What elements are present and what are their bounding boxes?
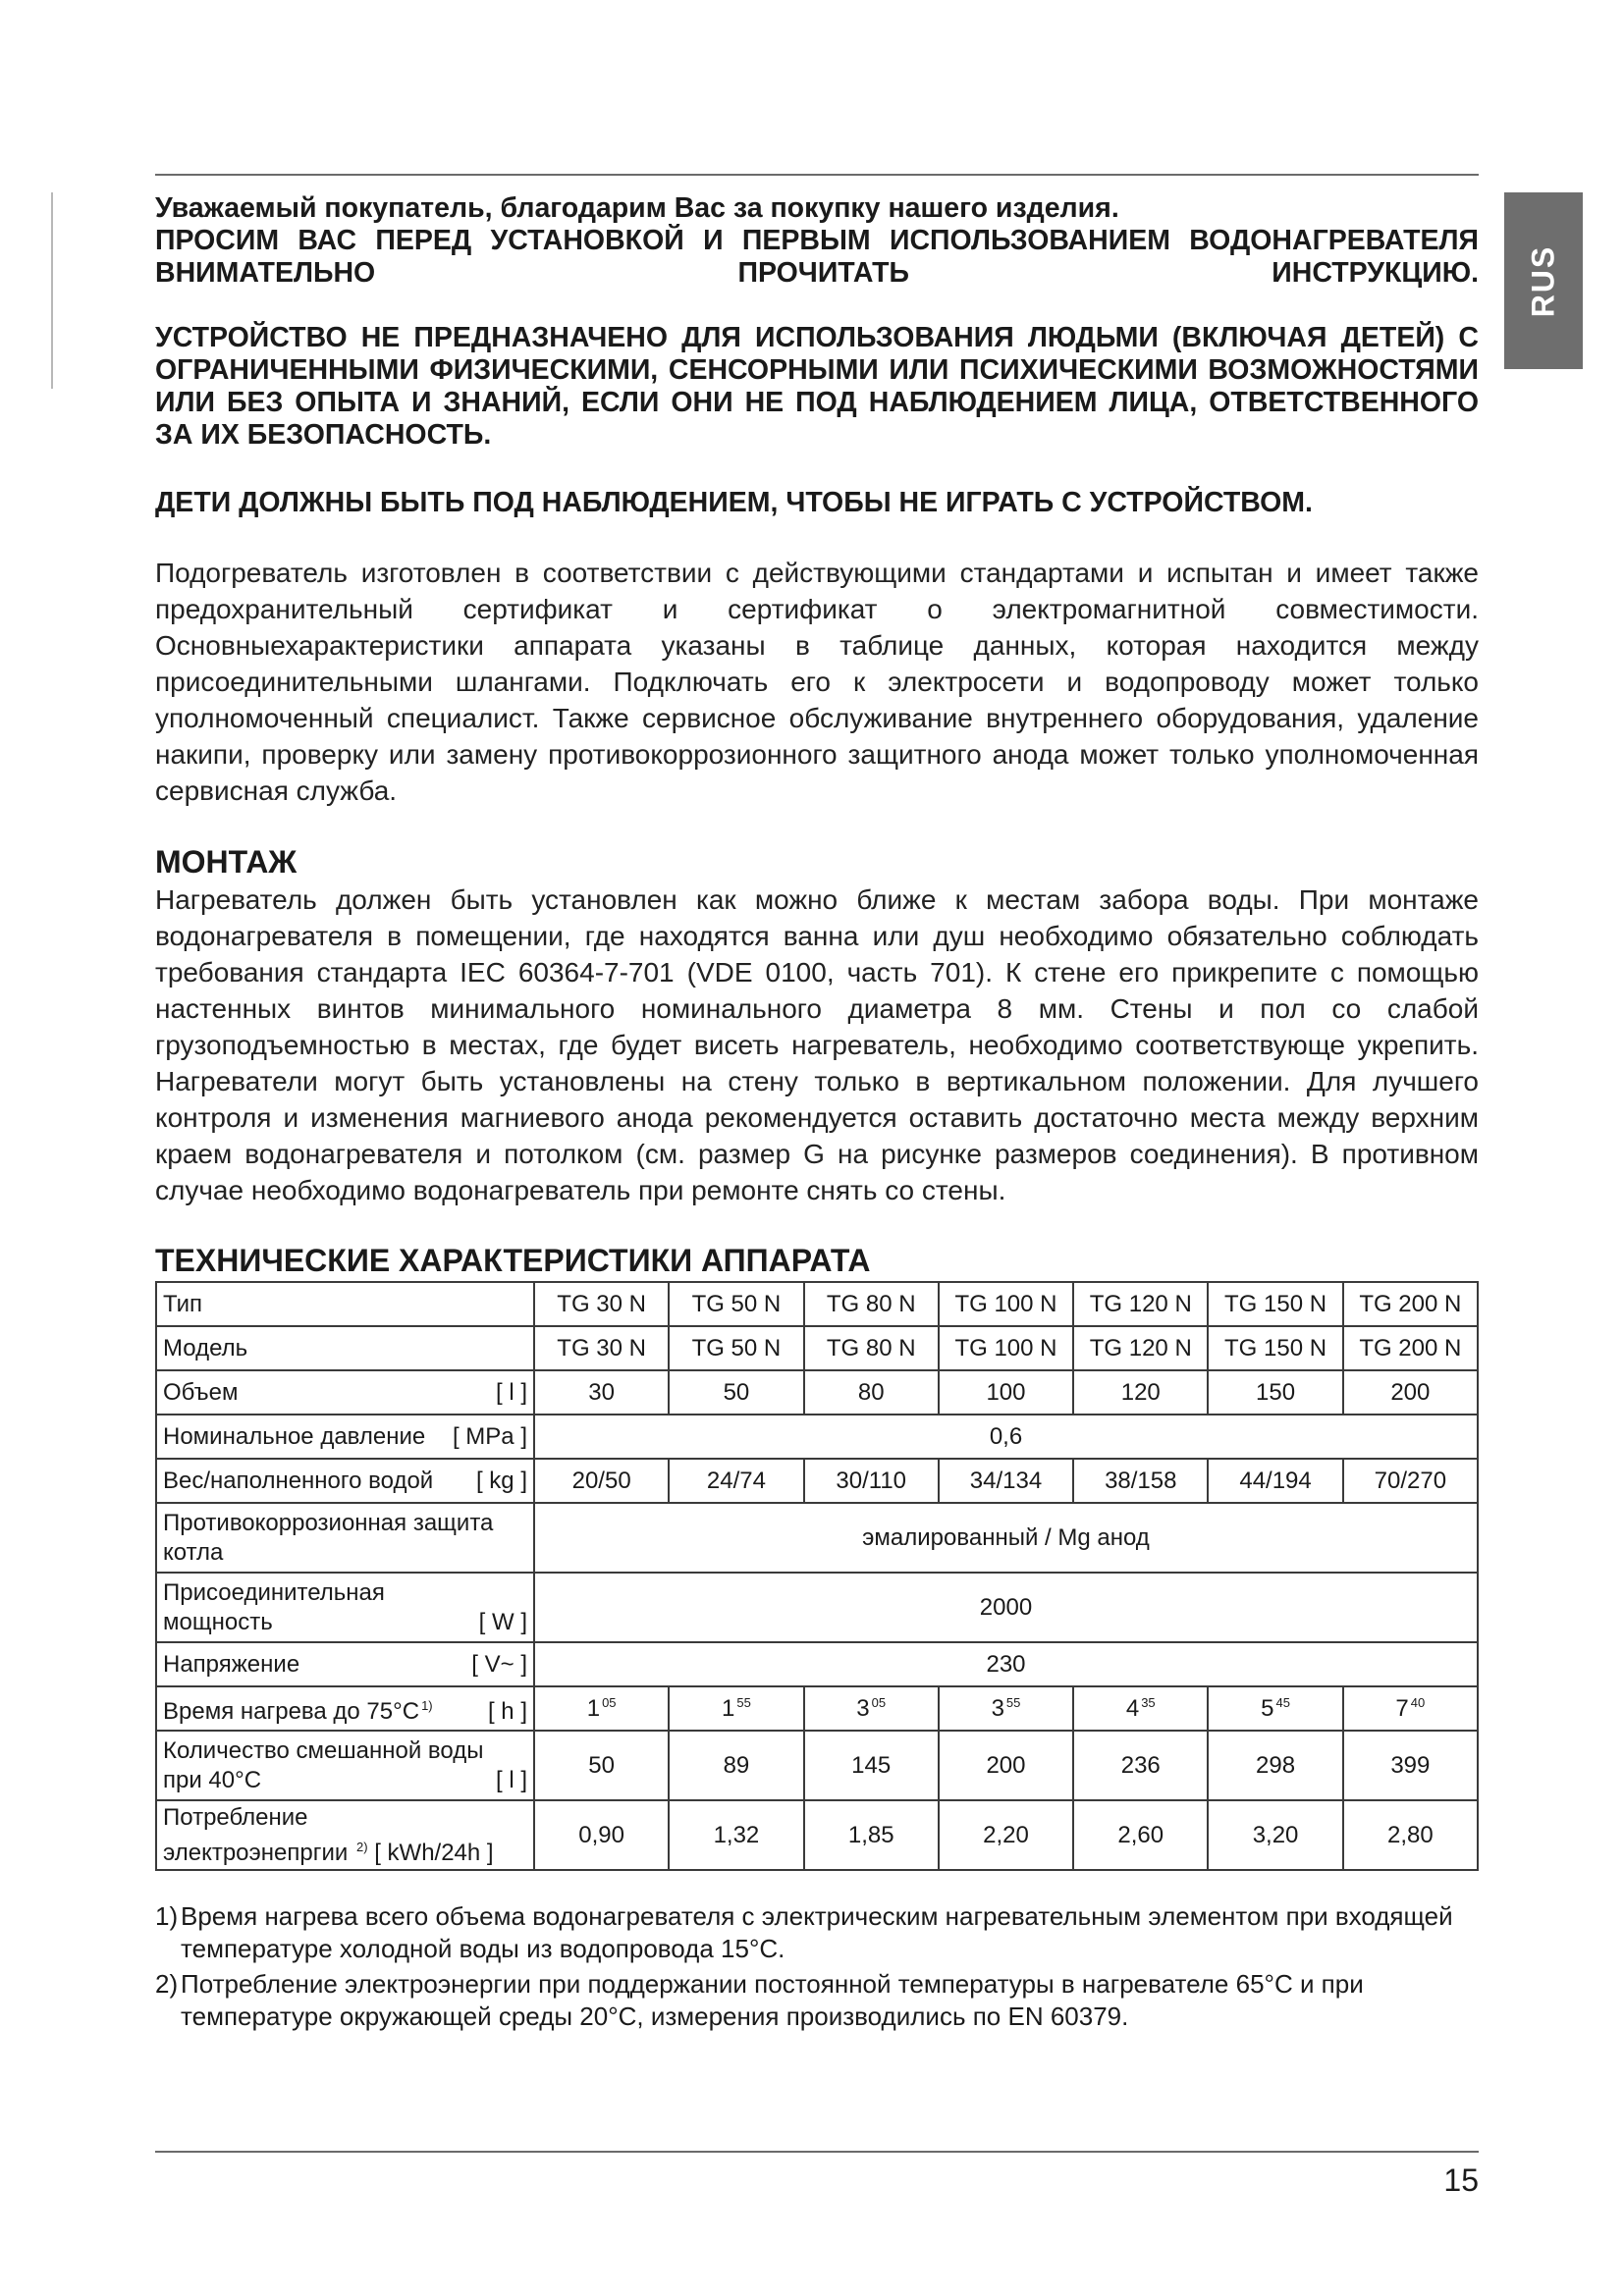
table-cell: 44/194 (1208, 1459, 1342, 1503)
table-row-consumption (156, 1800, 1478, 1870)
row-label-line2: мощность (163, 1608, 273, 1635)
row-unit: [ h ] (487, 1697, 527, 1725)
footnotes (155, 1900, 1479, 2033)
table-cell: 1,32 (669, 1800, 803, 1870)
row-unit: [ kWh/24h ] (374, 1839, 494, 1866)
table-cell (1208, 1686, 1342, 1731)
hours-value: 3 (856, 1694, 870, 1722)
hours-value: 3 (991, 1694, 1004, 1722)
row-unit: [ MPa ] (452, 1422, 527, 1450)
minutes-value: 35 (1141, 1694, 1156, 1710)
table-cell: 50 (669, 1370, 803, 1415)
montage-paragraph: Нагреватель должен быть установлен как можно ближе к местам забора воды. При монтаже водонагревателя в помещении, где находятся ванна или душ необходимо обязательно соблюдать требования стандарта IEC 60364-7-701 (VDE 0100, часть 701). К стене его прикрепите с помощью настенных винтов минимального номинального диаметра 8 мм. Стены и пол со слабой грузоподъемностью в местах, где будет висеть нагреватель, необходимо соответствующе укрепить. Нагреватели могут быть установлены на стену только в вертикальном положении. Для лучшего контроля и изменения магниевого анода рекомендуется оставить достаточно места между верхним краем водонагревателя и потолком (см. размер G на рисунке размеров соединения). В противном случае необходимо водонагреватель при ремонте снять со стены. (155, 884, 1479, 1205)
minutes-value: 55 (1005, 1694, 1021, 1710)
table-cell: 298 (1208, 1731, 1342, 1800)
table-cell: TG 150 N (1208, 1282, 1342, 1326)
table-cell: 2,20 (939, 1800, 1073, 1870)
table-cell-merged: 2000 (534, 1573, 1478, 1642)
row-label-line1: Присоединительная (163, 1578, 385, 1606)
row-label-text: Время нагрева до 75°C (163, 1697, 420, 1725)
hours-value: 1 (722, 1694, 735, 1722)
row-unit: [ l ] (495, 1766, 527, 1793)
row-label-line2: электроэнепргии (163, 1839, 349, 1866)
hours-value: 1 (586, 1694, 601, 1722)
table-cell: TG 200 N (1343, 1282, 1478, 1326)
table-cell: 3,20 (1208, 1800, 1342, 1870)
table-cell (1343, 1686, 1478, 1731)
row-label (156, 1573, 534, 1642)
table-cell: 24/74 (669, 1459, 803, 1503)
table-cell (669, 1686, 803, 1731)
page-content (155, 192, 1479, 2033)
table-cell (804, 1686, 939, 1731)
hours-value: 7 (1395, 1694, 1409, 1722)
page-number: 15 (1443, 2163, 1479, 2198)
minutes-value: 40 (1410, 1694, 1426, 1710)
row-unit: [ V~ ] (471, 1650, 527, 1678)
footnote-2 (155, 1968, 1479, 2033)
table-cell: TG 200 N (1343, 1326, 1478, 1370)
row-label-text: Вес/наполненного водой (163, 1467, 434, 1494)
row-label-line1: Количество смешанной воды (163, 1736, 484, 1764)
row-label (156, 1370, 534, 1415)
table-cell: TG 120 N (1073, 1282, 1208, 1326)
table-row-model (156, 1326, 1478, 1370)
footnote-1 (155, 1900, 1479, 1965)
footnote-ref: 2) (355, 1839, 368, 1854)
table-row-weight (156, 1459, 1478, 1503)
table-cell: TG 50 N (669, 1282, 803, 1326)
table-cell: 145 (804, 1731, 939, 1800)
table-row-mixed-water (156, 1731, 1478, 1800)
table-cell: 399 (1343, 1731, 1478, 1800)
minutes-value: 55 (736, 1694, 751, 1710)
table-cell-merged: 230 (534, 1642, 1478, 1686)
warning-restricted-use: УСТРОЙСТВО НЕ ПРЕДНАЗНАЧЕНО ДЛЯ ИСПОЛЬЗОВАНИЯ ЛЮДЬМИ (ВКЛЮЧАЯ ДЕТЕЙ) С ОГРАНИЧЕННЫМИ ФИЗИЧЕСКИМИ, СЕНСОРНЫМИ ИЛИ ПСИХИЧЕСКИМИ ВОЗМОЖНОСТЯМИ ИЛИ БЕЗ ОПЫТА И ЗНАНИЙ, ЕСЛИ ОНИ НЕ ПОД НАБЛЮДЕНИЕМ ЛИЦА, ОТВЕТСТВЕННОГО ЗА ИХ БЕЗОПАСНОСТЬ. (155, 322, 1479, 451)
row-label-line2: при 40°C (163, 1766, 262, 1793)
row-unit: [ W ] (478, 1608, 527, 1635)
minutes-value: 05 (602, 1694, 617, 1710)
row-label (156, 1459, 534, 1503)
row-label-line2: котла (163, 1538, 224, 1566)
row-unit: [ kg ] (475, 1467, 527, 1494)
table-row-volume (156, 1370, 1478, 1415)
table-cell: TG 30 N (534, 1282, 669, 1326)
row-label (156, 1503, 534, 1573)
warning-children: ДЕТИ ДОЛЖНЫ БЫТЬ ПОД НАБЛЮДЕНИЕМ, ЧТОБЫ НЕ ИГРАТЬ С УСТРОЙСТВОМ. (155, 487, 1313, 518)
row-label (156, 1415, 534, 1459)
table-cell (534, 1686, 669, 1731)
row-unit: [ l ] (495, 1378, 527, 1406)
table-cell: TG 100 N (939, 1282, 1073, 1326)
table-cell: 30 (534, 1370, 669, 1415)
table-cell: 200 (939, 1731, 1073, 1800)
intro-request: ПРОСИМ ВАС ПЕРЕД УСТАНОВКОЙ И ПЕРВЫМ ИСПОЛЬЗОВАНИЕМ ВОДОНАГРЕВАТЕЛЯ ВНИМАТЕЛЬНО ПРОЧИТАТЬ ИНСТРУКЦИЮ. (155, 225, 1479, 289)
table-cell: 20/50 (534, 1459, 669, 1503)
table-cell: 50 (534, 1731, 669, 1800)
footnote-text: Потребление электроэнергии при поддержании постоянной температуры в нагревателе 65°C и при температуре окружающей среды 20°C, измерения производились по EN 60379. (181, 1969, 1364, 2031)
table-cell: TG 150 N (1208, 1326, 1342, 1370)
row-label-line1: Потребление (163, 1803, 308, 1831)
table-cell: TG 80 N (804, 1326, 939, 1370)
language-tab (1504, 192, 1583, 369)
hours-value: 5 (1261, 1694, 1274, 1722)
table-cell: 200 (1343, 1370, 1478, 1415)
table-cell-merged: 0,6 (534, 1415, 1478, 1459)
row-label: Тип (156, 1282, 534, 1326)
table-cell: 30/110 (804, 1459, 939, 1503)
tech-specs-title: ТЕХНИЧЕСКИЕ ХАРАКТЕРИСТИКИ АППАРАТА (155, 1243, 871, 1278)
table-cell-merged: эмалированный / Mg анод (534, 1503, 1478, 1573)
table-cell: 2,60 (1073, 1800, 1208, 1870)
footnote-number: 2) (155, 1969, 179, 1999)
table-cell: 80 (804, 1370, 939, 1415)
row-label-text: Напряжение (163, 1650, 300, 1678)
row-label (156, 1800, 534, 1870)
row-label-text: Объем (163, 1378, 239, 1406)
top-rule (155, 174, 1479, 176)
table-row-protection (156, 1503, 1478, 1573)
table-cell: 236 (1073, 1731, 1208, 1800)
tech-specs-table (155, 1281, 1479, 1871)
table-row-pressure (156, 1415, 1478, 1459)
table-cell: 89 (669, 1731, 803, 1800)
table-cell: 34/134 (939, 1459, 1073, 1503)
row-label: Модель (156, 1326, 534, 1370)
footnote-text: Время нагрева всего объема водонагревателя с электрическим нагревательным элементом при входящей температуре холодной воды из водопровода 15°C. (181, 1901, 1453, 1963)
table-cell: 100 (939, 1370, 1073, 1415)
table-row-power (156, 1573, 1478, 1642)
margin-mark (51, 192, 53, 389)
table-cell: TG 30 N (534, 1326, 669, 1370)
table-cell: 150 (1208, 1370, 1342, 1415)
table-row-voltage (156, 1642, 1478, 1686)
table-row-heating-time (156, 1686, 1478, 1731)
row-label (156, 1686, 534, 1731)
table-cell: TG 80 N (804, 1282, 939, 1326)
table-cell: 70/270 (1343, 1459, 1478, 1503)
row-label (156, 1731, 534, 1800)
row-label (156, 1642, 534, 1686)
minutes-value: 45 (1275, 1694, 1290, 1710)
footnote-ref: 1) (421, 1697, 433, 1713)
table-cell: TG 120 N (1073, 1326, 1208, 1370)
footnote-number: 1) (155, 1901, 179, 1931)
hours-value: 4 (1125, 1694, 1140, 1722)
table-cell: 0,90 (534, 1800, 669, 1870)
bottom-rule (155, 2151, 1479, 2153)
row-label-text: Номинальное давление (163, 1422, 426, 1450)
intro-thanks: Уважаемый покупатель, благодарим Вас за покупку нашего изделия. (155, 192, 1119, 224)
table-cell: TG 100 N (939, 1326, 1073, 1370)
table-cell (939, 1686, 1073, 1731)
general-paragraph: Подогреватель изготовлен в соответствии с действующими стандартами и испытан и имеет также предохранительный сертификат и сертификат о электромагнитной совместимости. Основныехарактеристики аппарата указаны в таблице данных, которая находится между присоединительными шлангами. Подключать его к электросети и водопроводу может только уполномоченный специалист. Также сервисное обслуживание внутреннего оборудования, удаление накипи, проверку или замену противокоррозионного защитного анода может только уполномоченная сервисная служба. (155, 558, 1479, 806)
minutes-value: 05 (871, 1694, 887, 1710)
table-cell: 2,80 (1343, 1800, 1478, 1870)
row-label-line1: Противокоррозионная защита (163, 1509, 494, 1536)
table-cell: 1,85 (804, 1800, 939, 1870)
table-cell: TG 50 N (669, 1326, 803, 1370)
table-cell (1073, 1686, 1208, 1731)
intro-block (155, 192, 1479, 290)
table-row-type (156, 1282, 1478, 1326)
table-cell: 38/158 (1073, 1459, 1208, 1503)
table-cell: 120 (1073, 1370, 1208, 1415)
language-tab-label: RUS (1525, 244, 1561, 317)
montage-title: МОНТАЖ (155, 844, 298, 880)
